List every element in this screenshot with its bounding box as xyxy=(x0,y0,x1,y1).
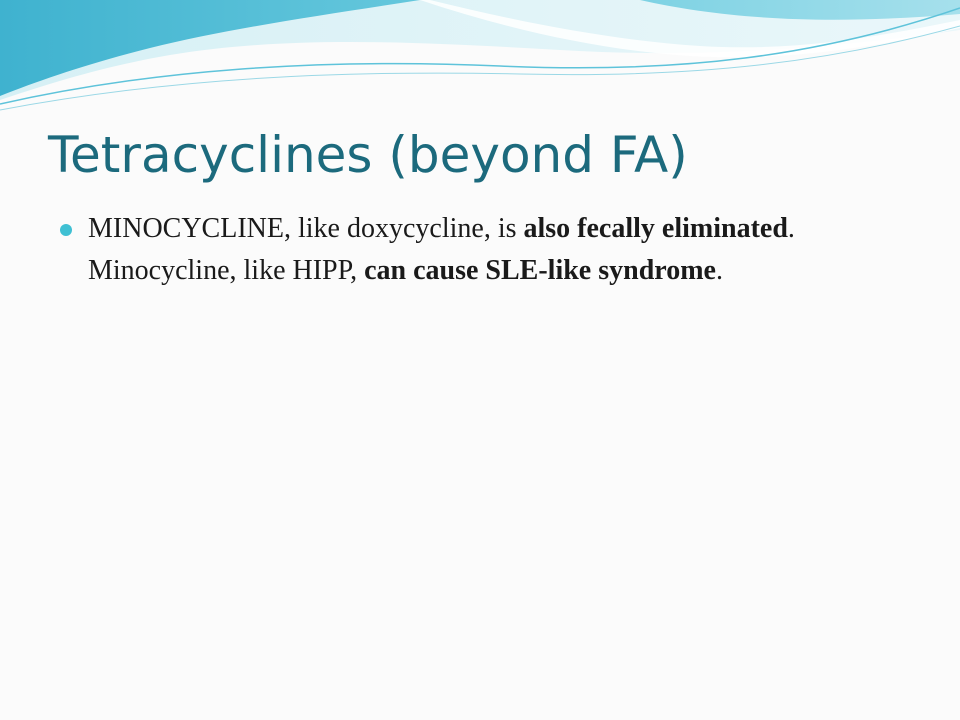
bullet-item xyxy=(60,208,900,292)
bullet-list xyxy=(60,208,900,292)
bullet-text-2: . Minocycline, like HIPP, xyxy=(88,213,795,286)
bullet-text-1: MINOCYCLINE, like doxycycline, is xyxy=(88,213,524,244)
decorative-wave-header xyxy=(0,0,960,120)
bullet-emphasis-2: can cause SLE-like syndrome xyxy=(364,255,716,286)
bullet-emphasis-1: also fecally eliminated xyxy=(523,213,788,244)
slide-title: Tetracyclines (beyond FA) xyxy=(48,126,688,184)
bullet-text-3: . xyxy=(715,255,723,286)
bullet-dot-icon xyxy=(60,224,72,236)
